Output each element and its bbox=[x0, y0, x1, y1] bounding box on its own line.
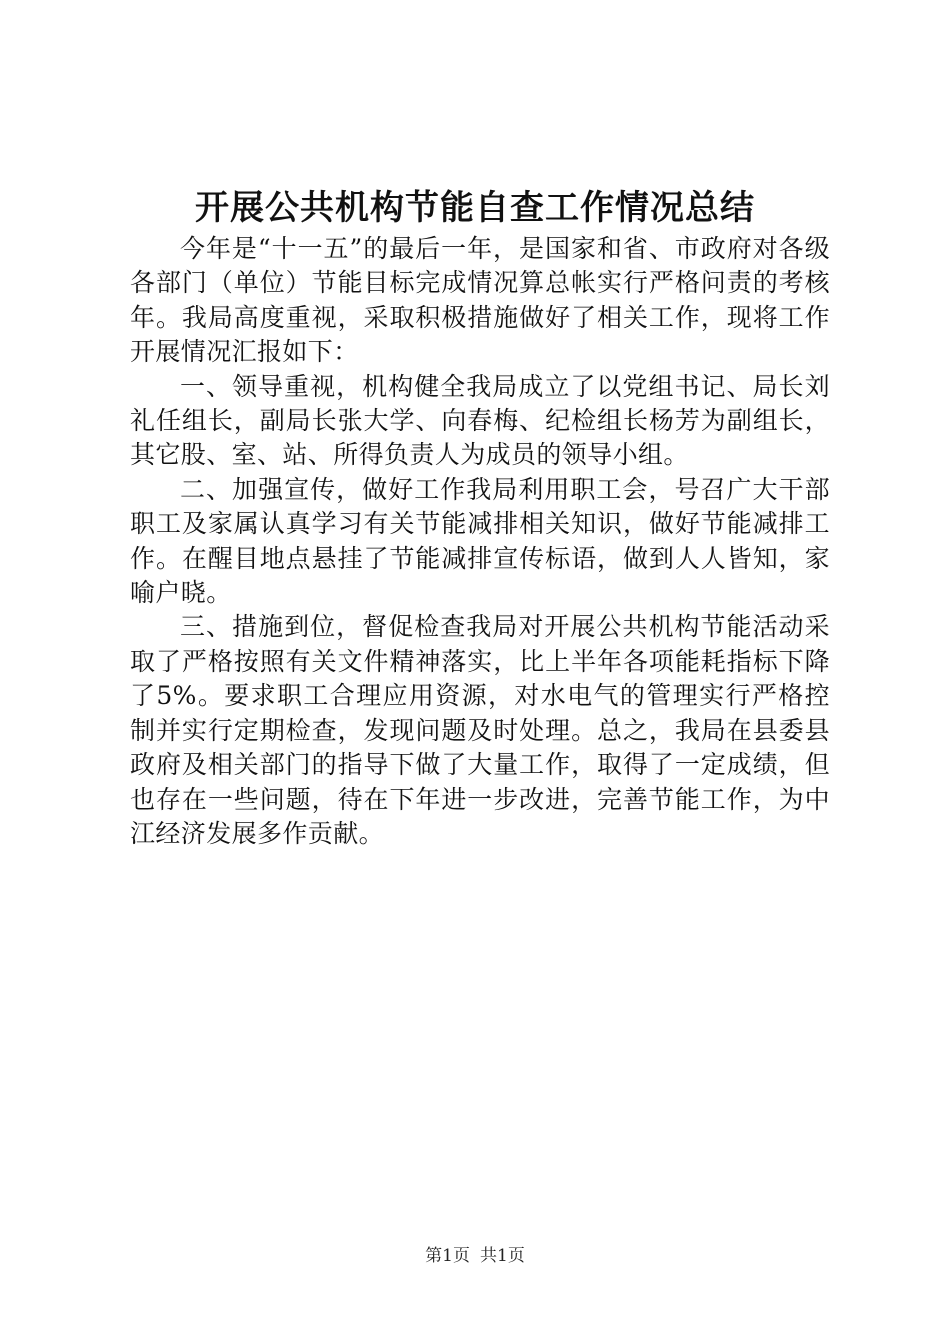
section-3-paragraph: 三、措施到位，督促检查我局对开展公共机构节能活动采取了严格按照有关文件精神落实，比上半年各项能耗指标下降了5%。要求职工合理应用资源，对水电气的管理实行严格控制并实行定期检查，发现问题及时处理。总之，我局在县委县政府及相关部门的指导下做了大量工作，取得了一定成绩，但也存在一些问题，待在下年进一步改进，完善节能工作，为中江经济发展多作贡献。 bbox=[130, 612, 830, 848]
section-1-paragraph: 一、领导重视，机构健全我局成立了以党组书记、局长刘礼任组长，副局长张大学、向春梅、纪检组长杨芳为副组长，其它股、室、站、所得负责人为成员的领导小组。 bbox=[130, 371, 830, 470]
page-number-current: 第1页 bbox=[425, 1246, 470, 1266]
page-footer bbox=[0, 1244, 950, 1268]
section-2-paragraph: 二、加强宣传，做好工作我局利用职工会，号召广大干部职工及家属认真学习有关节能减排相关知识，做好节能减排工作。在醒目地点悬挂了节能减排宣传标语，做到人人皆知，家喻户晓。 bbox=[130, 474, 830, 608]
document-title: 开展公共机构节能自查工作情况总结 bbox=[195, 188, 755, 228]
intro-paragraph: 今年是“十一五”的最后一年，是国家和省、市政府对各级各部门（单位）节能目标完成情况算总帐实行严格问责的考核年。我局高度重视，采取积极措施做好了相关工作，现将工作开展情况汇报如下： bbox=[130, 234, 830, 367]
page-number-total: 共1页 bbox=[480, 1246, 525, 1266]
document-body bbox=[130, 232, 830, 851]
